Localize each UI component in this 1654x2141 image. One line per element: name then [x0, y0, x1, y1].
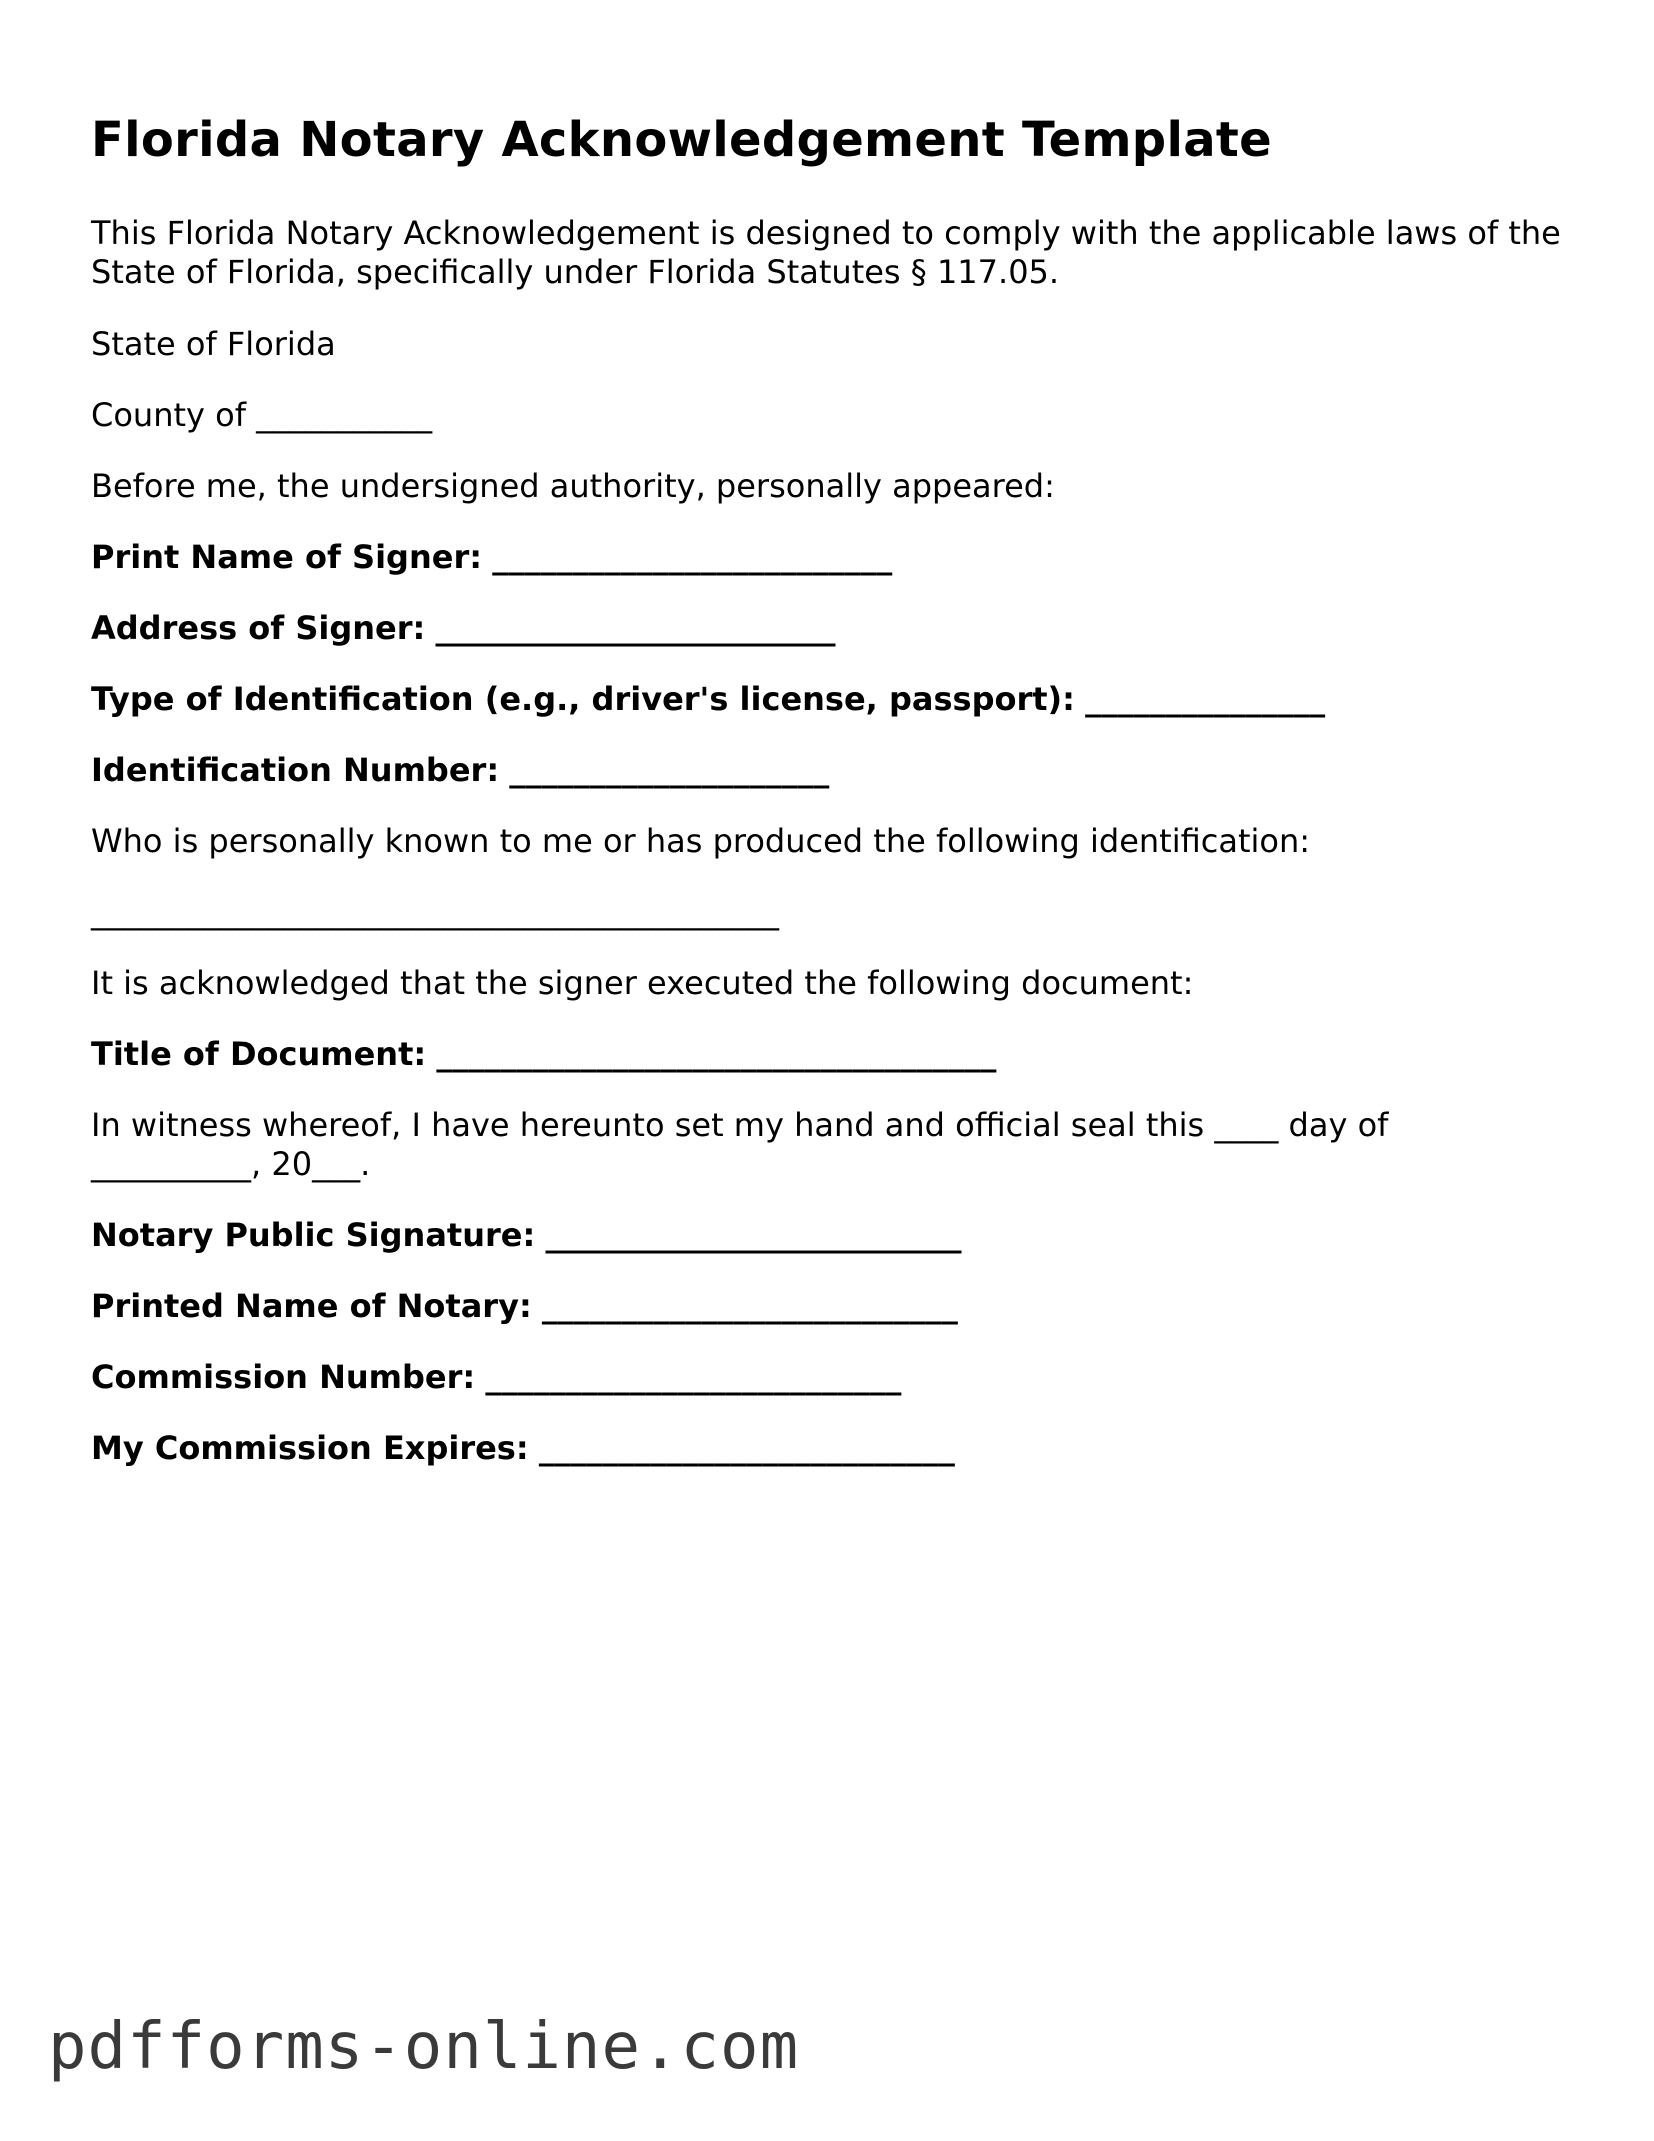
field-label: Identification Number:	[91, 750, 500, 789]
witness-paragraph: In witness whereof, I have hereunto set my hand and official seal this ____ day of __________, 20___.	[91, 1105, 1389, 1183]
id-number-field	[91, 751, 1571, 790]
document-page	[91, 112, 1571, 1500]
commission-number-field	[91, 1358, 1571, 1397]
field-label: Print Name of Signer:	[91, 537, 483, 576]
notary-signature-field	[91, 1216, 1571, 1255]
page-title: Florida Notary Acknowledgement Template	[91, 112, 1272, 168]
field-blank: __________________________	[545, 1215, 962, 1254]
personally-known-line: Who is personally known to me or has produced the following identification:	[91, 821, 1311, 860]
address-field	[91, 609, 1571, 648]
field-label: Commission Number:	[91, 1357, 476, 1396]
field-label: Printed Name of Notary:	[91, 1286, 532, 1325]
field-label: Type of Identification (e.g., driver's license, passport):	[91, 679, 1075, 718]
document-title-field	[91, 1035, 1571, 1074]
intro-paragraph: This Florida Notary Acknowledgement is designed to comply with the applicable laws of the State of Florida, specifically under Florida Statutes § 117.05.	[91, 213, 1561, 291]
field-blank: _________________________	[492, 537, 893, 576]
field-label: My Commission Expires:	[91, 1428, 529, 1467]
county-line: County of ___________	[91, 395, 433, 434]
field-blank: ___________________________________	[436, 1034, 997, 1073]
state-line: State of Florida	[91, 324, 336, 363]
field-blank: __________________________	[538, 1428, 955, 1467]
field-blank: __________________________	[541, 1286, 958, 1325]
print-name-field	[91, 538, 1571, 577]
field-blank: _________________________	[435, 608, 836, 647]
before-me-line: Before me, the undersigned authority, personally appeared:	[91, 466, 1055, 505]
notary-name-field	[91, 1287, 1571, 1326]
acknowledged-line: It is acknowledged that the signer executed the following document:	[91, 963, 1194, 1002]
field-label: Title of Document:	[91, 1034, 427, 1073]
field-blank: __________________________	[485, 1357, 902, 1396]
id-type-field	[91, 680, 1571, 719]
field-blank: _______________	[1085, 679, 1326, 718]
field-label: Address of Signer:	[91, 608, 426, 647]
field-label: Notary Public Signature:	[91, 1215, 536, 1254]
watermark-text: pdfforms-online.com	[48, 2010, 800, 2084]
field-blank: ____________________	[509, 750, 830, 789]
commission-expires-field	[91, 1429, 1571, 1468]
identification-blank: ___________________________________________	[91, 892, 779, 931]
